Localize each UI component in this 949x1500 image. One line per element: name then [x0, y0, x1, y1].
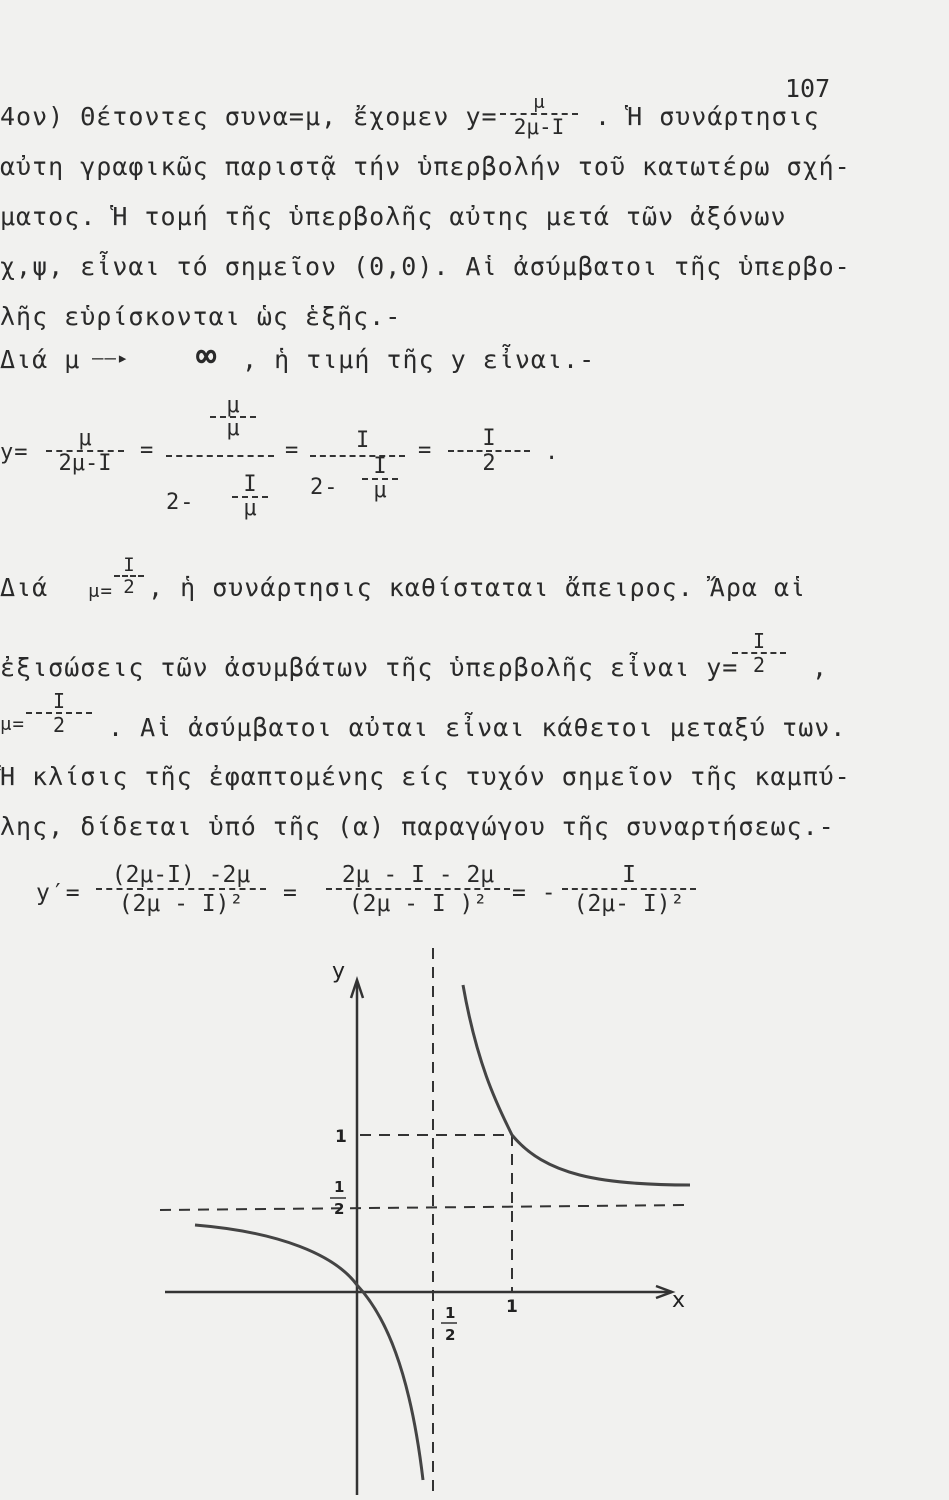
- fraction-denominator: 2μ-I: [513, 115, 565, 139]
- y-tick-half-num: 1: [334, 1178, 345, 1196]
- inner-numerator: I: [243, 472, 257, 497]
- eq-fraction-3-den: 2-: [310, 475, 339, 500]
- equals-sign: =: [285, 438, 300, 463]
- fraction-denominator: 2: [752, 653, 766, 677]
- y-tick-1: 1: [335, 1127, 347, 1147]
- inner-denominator: μ: [243, 496, 257, 521]
- eq-fraction-2-numerator: [210, 393, 256, 441]
- eq-fraction-3-den-fraction: [362, 456, 398, 502]
- text-line-1a: 4ον) Θέτοντες συνα=μ, ἔχομεν y=: [0, 102, 498, 131]
- period: .: [545, 440, 560, 465]
- equals-sign: =: [140, 438, 155, 463]
- fraction-denominator: 2μ-I: [58, 451, 112, 476]
- fraction-numerator: I: [52, 689, 66, 713]
- inner-numerator: I: [373, 454, 387, 479]
- equals-sign: =: [418, 438, 433, 463]
- text-line-8a: ἐξισώσεις τῶν ἀσυμβάτων τῆς ὑπερβολῆς εἶναι y=: [0, 653, 739, 682]
- text-line-3: ματος. Ἡ τομή τῆς ὑπερβολῆς αὐτης μετά τῶν ἀξόνων: [0, 202, 787, 231]
- infinity-symbol: ∞: [196, 336, 218, 376]
- equals-minus: = -: [512, 880, 557, 906]
- text-line-10: Ἡ κλίσις τῆς ἐφαπτομένης είς τυχόν σημεῖον τῆς καμπύ-: [0, 762, 851, 791]
- fraction-numerator: I: [622, 862, 636, 888]
- y-tick-half-den: 2: [334, 1200, 345, 1218]
- x-tick-half-den: 2: [445, 1326, 456, 1344]
- text-line-4: χ,ψ, εἶναι τό σημεῖον (0,0). Αἱ ἀσύμβατοι τῆς ὑπερβο-: [0, 252, 851, 281]
- fraction-denominator: (2μ - I )²: [348, 891, 488, 917]
- mu-equals: μ=: [0, 713, 25, 735]
- fraction-denominator: 2: [482, 451, 496, 476]
- fraction-denominator: 2: [123, 576, 135, 598]
- x-tick-half-num: 1: [445, 1304, 456, 1322]
- inner-denominator: μ: [226, 416, 240, 441]
- fraction-denominator: 2: [52, 713, 66, 737]
- derivative-lhs: y′=: [36, 880, 81, 906]
- eq-fraction-2-main-bar: [166, 455, 274, 457]
- fraction-one-half: [114, 555, 144, 597]
- derivative-fraction-1: [96, 862, 266, 918]
- y-axis-label: y: [332, 959, 346, 984]
- fraction-mu-asymptote: [26, 690, 92, 736]
- hyperbola-right-branch: [463, 985, 690, 1185]
- text-line-5: λῆς εὑρίσκονται ὡς ἑξῆς.-: [0, 302, 402, 331]
- inner-denominator: μ: [373, 478, 387, 503]
- text-line-9: . Αἱ ἀσύμβατοι αὐται εἶναι κάθετοι μεταξύ των.: [108, 713, 847, 742]
- fraction-numerator: μ: [78, 426, 92, 451]
- horizontal-asymptote: [160, 1205, 690, 1210]
- inner-numerator: μ: [226, 393, 240, 418]
- text-line-1b: . Ἡ συνάρτησις: [595, 102, 820, 131]
- eq-fraction-4: [448, 428, 530, 476]
- text-line-7a: Διά: [0, 573, 49, 602]
- eq-fraction-2-den: 2-: [166, 490, 195, 515]
- mu-equals: μ=: [88, 580, 113, 602]
- x-axis-label: x: [672, 1288, 686, 1313]
- fraction-numerator: I: [752, 629, 766, 653]
- text-line-6a: Διά μ: [0, 345, 81, 374]
- fraction-denominator: (2μ- I)²: [573, 891, 685, 917]
- fraction-numerator: μ: [533, 91, 545, 113]
- equals-sign: =: [283, 880, 298, 906]
- hyperbola-graph: [0, 940, 949, 1500]
- fraction-numerator: (2μ-I) -2μ: [111, 862, 251, 888]
- fraction-y-definition: [500, 92, 578, 138]
- arrow-symbol: ——▸: [92, 347, 130, 369]
- text-line-2: αὐτη γραφικῶς παριστᾷ τήν ὑπερβολήν τοῦ κατωτέρω σχή-: [0, 152, 851, 181]
- eq-fraction-3-num: I: [356, 428, 371, 453]
- text-line-8b: ,: [812, 653, 829, 682]
- hyperbola-left-branch: [195, 1225, 423, 1480]
- x-tick-1: 1: [506, 1297, 518, 1317]
- eq-fraction-1: [46, 428, 124, 476]
- fraction-denominator: (2μ - I)²: [118, 891, 244, 917]
- text-line-6b: , ἡ τιμή τῆς y εἶναι.-: [242, 345, 596, 374]
- text-line-11: λης, δίδεται ὑπό τῆς (α) παραγώγου τῆς συναρτήσεως.-: [0, 812, 835, 841]
- fraction-numerator: 2μ - I - 2μ: [341, 862, 495, 888]
- page-number: 107: [785, 74, 831, 103]
- fraction-numerator: I: [482, 426, 496, 451]
- fraction-y-asymptote: [732, 630, 786, 676]
- derivative-fraction-3: [562, 862, 696, 918]
- eq-fraction-2-den-fraction: [232, 474, 268, 520]
- text-line-7b: , ἡ συνάρτησις καθίσταται ἄπειρος. Ἄρα αἱ: [148, 573, 807, 602]
- eq-lhs: y=: [0, 440, 29, 465]
- derivative-fraction-2: [326, 862, 510, 918]
- fraction-numerator: I: [123, 554, 135, 576]
